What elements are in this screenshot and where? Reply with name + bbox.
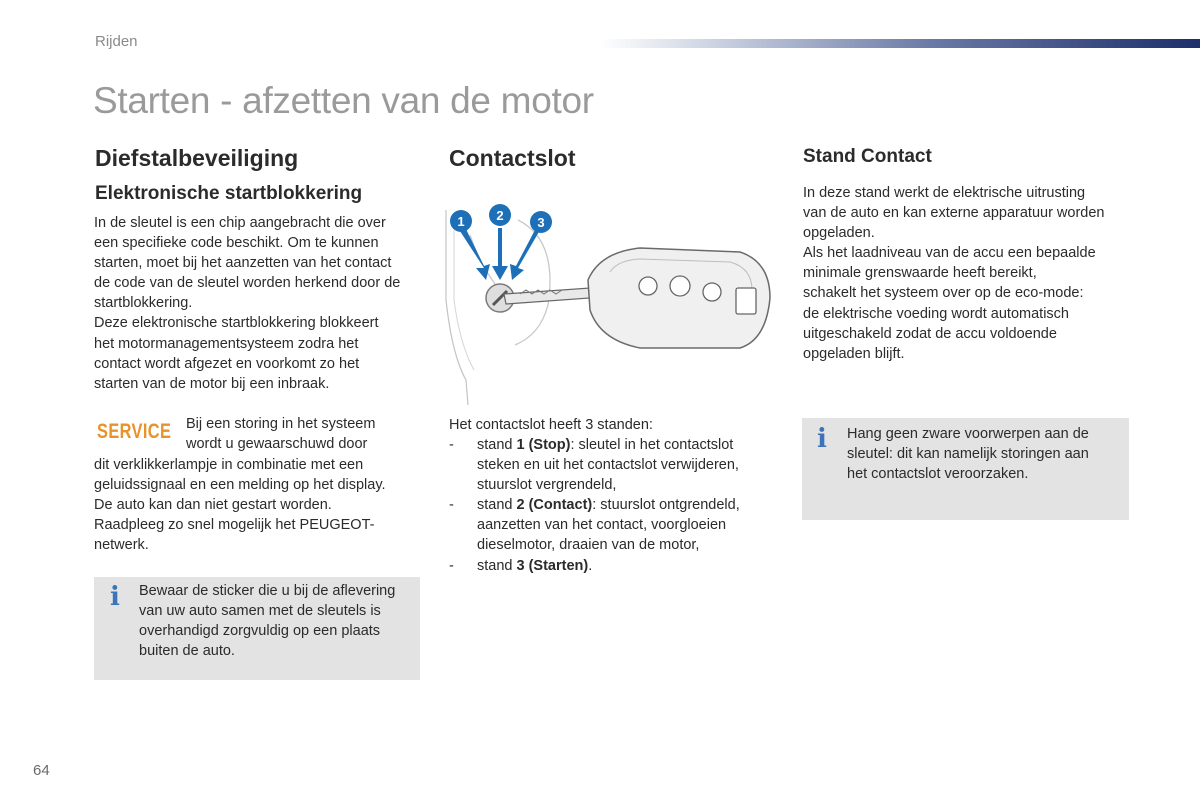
text-line: Als het laadniveau van de accu een bepaalde	[803, 245, 1096, 262]
section-label: Rijden	[95, 33, 138, 50]
text-line: wordt u gewaarschuwd door	[186, 436, 368, 453]
stand-contact-text	[803, 183, 1143, 364]
text-line: startblokkering.	[94, 295, 193, 312]
info-icon: i	[817, 424, 827, 454]
text-line: starten, moet bij het aanzetten van het contact	[94, 255, 392, 272]
text-line: sleutel: dit kan namelijk storingen aan	[847, 446, 1089, 463]
item-rest: : stuurslot ontgrendeld,	[592, 497, 740, 514]
service-text-short	[186, 414, 426, 454]
text-line: Raadpleeg zo snel mogelijk het PEUGEOT-	[94, 517, 375, 534]
text-line: buiten de auto.	[139, 643, 235, 660]
service-warning-icon: SERVICE	[97, 420, 172, 443]
text-line: contact wordt afgezet en voorkomt zo het	[94, 355, 360, 372]
item-rest: .	[588, 557, 593, 574]
text-line: van de auto en kan externe apparatuur worden	[803, 205, 1105, 222]
callout-3-label: 3	[537, 215, 545, 230]
item-cont: aanzetten van het contact, voorgloeien	[477, 517, 727, 534]
header-gradient-bar	[600, 39, 1200, 48]
text-line: de code van de sleutel worden herkend door de	[94, 275, 401, 292]
text-line: netwerk.	[94, 537, 149, 554]
info-text-sticker	[139, 581, 419, 661]
item-cont: steken en uit het contactslot verwijderen,	[477, 457, 739, 474]
list-dash: -	[449, 437, 454, 453]
heading-stand-contact: Stand Contact	[803, 146, 932, 167]
subheading-startblokkering: Elektronische startblokkering	[95, 183, 363, 204]
text-line: starten van de motor bij een inbraak.	[94, 375, 330, 392]
service-text-full	[94, 455, 429, 555]
text-line: geluidssignaal en een melding op het display.	[94, 477, 386, 494]
item-lead: stand	[477, 497, 517, 514]
list-dash: -	[449, 557, 454, 574]
item-lead: stand	[477, 437, 517, 453]
ignition-key-illustration	[440, 180, 780, 405]
lock-arc	[470, 235, 498, 288]
text-line: opgeladen.	[803, 225, 875, 242]
arrow-2-icon	[492, 228, 508, 280]
key-blade	[504, 288, 590, 304]
text-line: een specifieke code beschikt. Om te kunnen	[94, 235, 379, 252]
text-line: uitgeschakeld zodat de accu voldoende	[803, 325, 1057, 342]
arrow-1-icon	[458, 225, 490, 280]
item-lead: stand	[477, 557, 517, 574]
column-outline	[446, 210, 468, 405]
callout-1-label: 1	[457, 214, 465, 229]
text-line: Bewaar de sticker die u bij de aflevering	[139, 583, 396, 599]
heading-contactslot: Contactslot	[449, 145, 576, 171]
item-bold: 2 (Contact)	[516, 497, 593, 514]
text-line: In deze stand werkt de elektrische uitrusting	[803, 185, 1086, 201]
text-line: opgeladen blijft.	[803, 345, 905, 362]
text-line: De auto kan dan niet gestart worden.	[94, 497, 332, 514]
lock-button	[639, 277, 657, 295]
info-icon: i	[110, 582, 120, 612]
text-line: Bij een storing in het systeem	[186, 416, 376, 432]
text-line: het contactslot veroorzaken.	[847, 466, 1029, 483]
key-release-button	[736, 288, 756, 314]
column-outline-inner	[454, 230, 474, 370]
text-line: de elektrische voeding wordt automatisch	[803, 305, 1069, 322]
text-line: dit verklikkerlampje in combinatie met een	[94, 457, 364, 473]
contactslot-intro: Het contactslot heeft 3 standen:	[449, 417, 653, 433]
unlock-button	[703, 283, 721, 301]
text-line: overhandigd zorgvuldig op een plaats	[139, 623, 381, 640]
page-title: Starten - afzetten van de motor	[93, 80, 594, 121]
text-line: van uw auto samen met de sleutels is	[139, 603, 381, 620]
text-line: Hang geen zware voorwerpen aan de	[847, 426, 1089, 442]
item-cont: dieselmotor, draaien van de motor,	[477, 537, 700, 554]
text-line: In de sleutel is een chip aangebracht die over	[94, 215, 386, 231]
positions-list	[449, 435, 779, 576]
item-bold: 1 (Stop)	[516, 437, 571, 453]
list-item-stand-2	[449, 495, 779, 555]
list-item-stand-3	[449, 556, 779, 576]
list-item-stand-1	[449, 435, 779, 495]
page-number: 64	[33, 762, 50, 779]
text-line: minimale grenswaarde heeft bereikt,	[803, 265, 1037, 282]
item-rest: : sleutel in het contactslot	[570, 437, 734, 453]
info-text-key-weight	[847, 424, 1127, 484]
text-line: Deze elektronische startblokkering blokkeert	[94, 315, 379, 332]
item-bold: 3 (Starten)	[516, 557, 589, 574]
text-line: het motormanagementsysteem zodra het	[94, 335, 359, 352]
heading-diefstalbeveiliging: Diefstalbeveiliging	[95, 145, 299, 171]
startblokkering-text	[94, 213, 429, 394]
text-line: schakelt het systeem over op de eco-mode:	[803, 285, 1084, 302]
item-cont: stuurslot vergrendeld,	[477, 477, 617, 494]
callout-2-label: 2	[496, 208, 504, 223]
list-dash: -	[449, 497, 454, 514]
arrow-3-icon	[510, 228, 540, 280]
trunk-button	[670, 276, 690, 296]
